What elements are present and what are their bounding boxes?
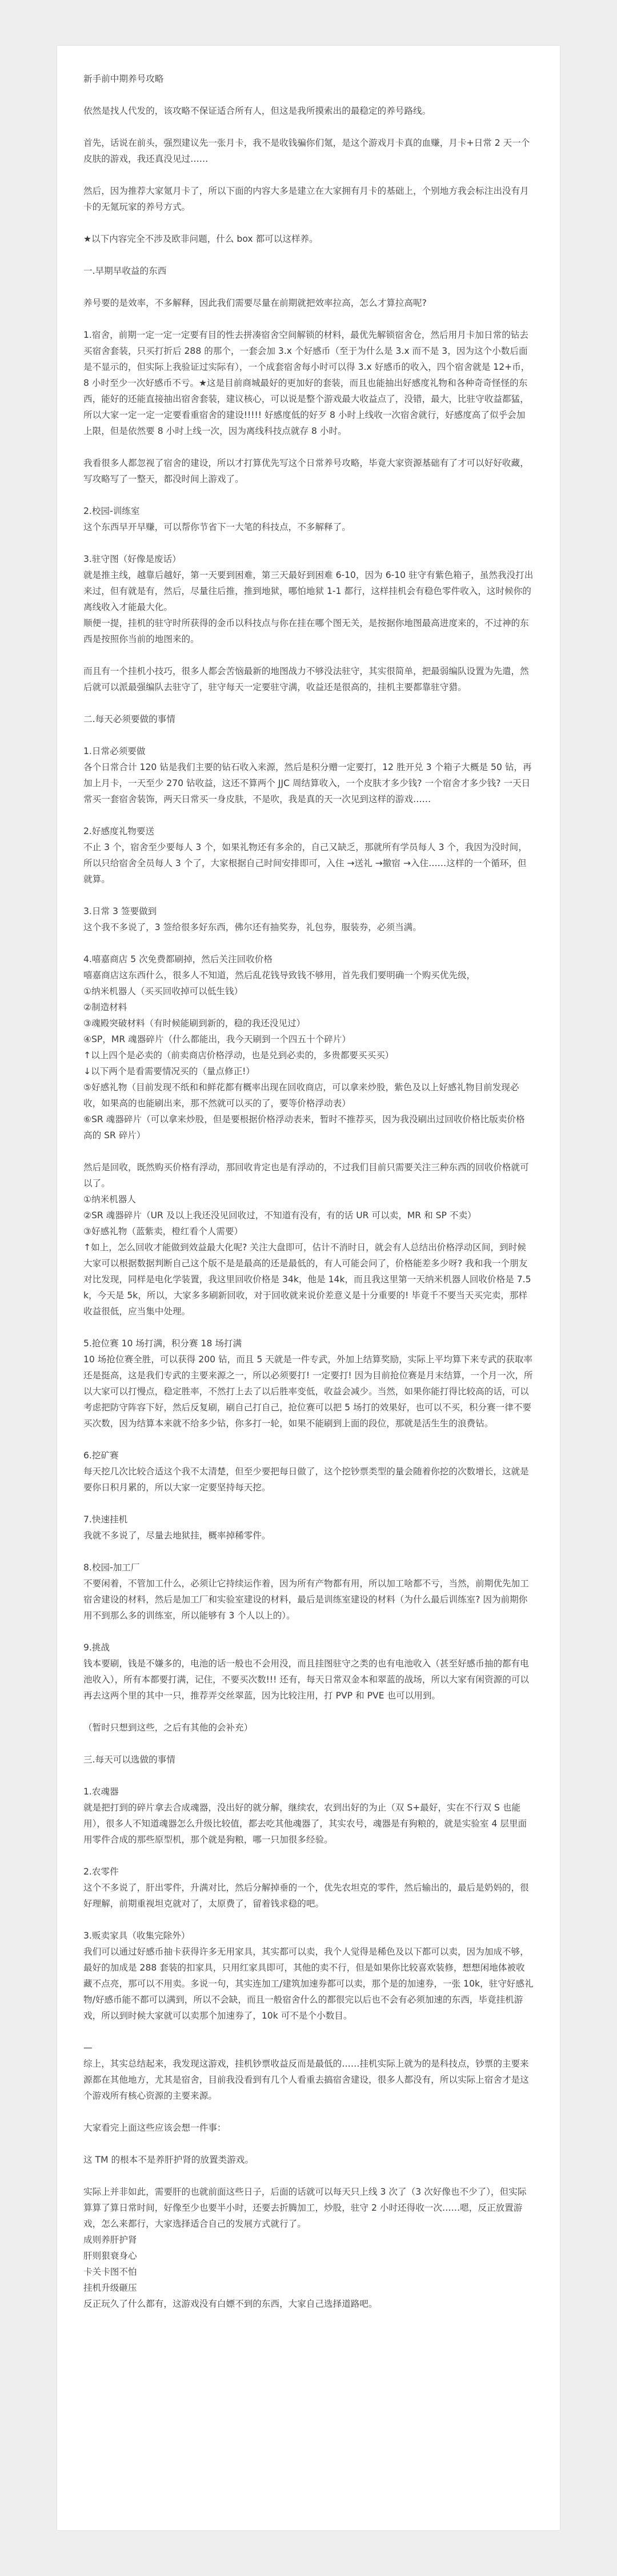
- document-body: [57, 46, 560, 2351]
- paragraph-factory: 8.校园-加工厂 不要闲着，不管加工什么，必须让它持续运作着，因为所有产物都有用，所以加工啥都不亏，当然，前期优先加工宿舍建设的材料，然后是加工厂和实验室建设的材料，最后是训练室建设的材料（为什么最后训练室? 因为前期你用不到那么多的训练室，所以能够有 3 个人以上的）。: [83, 1562, 529, 1621]
- paragraph-challenge: 9.挑战 钱本要刷，钱是不嫌多的，电池的话一般也不会用没，而且挂图驻守之类的也有电池收入（甚至好感币抽的都有电池收入），所有本都要打满，记住，不要买次数!!! 还有，每天日常双金本和翠蓝的战场，所以大家有闲资源的可以再去这两个里的其中一只，推荐弄交丝翠蓝，因为比较注用，打 PVP 和 PVE 也可以用到。: [83, 1642, 530, 1701]
- document-page: [57, 46, 560, 2530]
- paragraph-parts: 2.农零件 这个不多说了，肝出零件，升满对比，然后分解掉垂的一个，优先农坦克的零件，然后输出的，最后是奶妈的，很好理解，前期重视坦克就对了，太原费了，留着钱求稳的吧。: [83, 1867, 529, 1909]
- paragraph-garrison-tip: 而且有一个挂机小技巧，很多人都会苦恼最新的地图战力不够没法驻守，其实很简单，把最弱编队设置为先遣，然后就可以派最强编队去驻守了，驻守每天一定要驻守满，收益还是很高的，挂机主要都靠驻守猎。: [83, 666, 529, 692]
- paragraph-dorm-note: 我看很多人都忽视了宿舍的建设，所以才打算优先写这个日常养号攻略，毕竟大家资源基础有了才可以好好收藏，写攻略写了一整天，都没时间上游戏了。: [83, 458, 529, 484]
- paragraph-furniture: 3.贩卖家具（收集完除外） 我们可以通过好感币抽卡获得许多无用家具，其实都可以卖，我个人觉得是稀色及以下都可以卖，因为加成不够，最好的加成是 288 套装的扣家具，只用红家具即可，其他的卖不行，但是如果你比较喜欢装修，想想闲地体被收藏不点亮，那可以不用卖。多说一句，其实连加工/建筑加速券都可以卖，那个是的加速券，一张 10k，驻守好感礼物/好感币能不都可以满到，所以不会缺，而且一般宿舍什么的都很完以后也不会有必须加速的东西，毕竟挂机游戏，所以到时候大家就可以卖那个加速券了，10k 可不是个小数目。: [83, 1931, 534, 2021]
- paragraph-premise: 然后，因为推荐大家氪月卡了，所以下面的内容大多是建立在大家拥有月卡的基础上，个别地方我会标注出没有月卡的无氪玩家的养号方式。: [83, 186, 529, 212]
- paragraph-monthly-card: 首先，话说在前头，强烈建议先一张月卡，我不是收钱骗你们氪，是这个游戏月卡真的血赚，月卡+日常 2 天一个皮肤的游戏，我还真没见过……: [83, 138, 530, 164]
- paragraph-quote: 这 TM 的根本不是养肝护肾的放置类游戏。: [83, 2155, 254, 2165]
- paragraph-training-room: 2.校园-训练室 这个东西早开早赚，可以帮你节省下一大笔的科技点，不多解释了。: [83, 506, 351, 532]
- paragraph-arena: 5.抢位赛 10 场打满，积分赛 18 场打满 10 场抢位赛全胜，可以获得 200 钻，而且 5 天就是一件专武，外加上结算奖励，实际上平均算下来专武的获取率还是挺高，这是我们专武的主要来源之一，所以必须要打! 一定要打! 因为目前抢位赛是月末结算，一个月一次，所以大家可以打慢点，稳定胜率，不然打上去了以后胜率变低，收益会减少。当然，如果你能打得比较高的话，可以考虑把防守阵容下好，然后反复刷，刷自己打自己，抢位赛可以把 5 场打的效果好，也可以不买，积分赛一律不要买次数，因为结算本来就不给多少钻，你多打一轮，如果不能刷到上面的段位，那就是活生生的浪费钻。: [83, 1338, 533, 1429]
- paragraph-dorm: 1.宿舍，前期一定一定一定要有目的性去拼凑宿舍空间解锁的材料，最优先解锁宿舍仓，然后用月卡加日常的钻去买宿舍套装，只买打折后 288 的那个，一套会加 3.x 个好感币（至于为什么是 3.x 而不是 3，因为这个小数后面是不显示的，但实际上我验证过实际有），一个成套宿舍每小时可以得 3.x 好感币的收入，四个宿舍就是 12+币，8 小时至少一次好感币不亏。★这是目前商城最好的更加好的套装，而且也能抽出好感度礼物和各种奇奇怪怪的东西，能好的还能直接抽出宿舍套装，建议核心，可以说是整个游戏最大收益点了，没错，最大，比驻守收益都猛，所以大家一定一定一定要看重宿舍的建设!!!!! 好感度低的好歹 8 小时上线收一次宿舍就行，好感度高了似乎会加上限，但是依然要 8 小时上线一次，因为离线科技点就存 8 小时。: [83, 330, 530, 436]
- paragraph-summary: — 综上，其实总结起来，我发现这游戏，挂机钞票收益反而是最低的……挂机实际上就为的是科技点，钞票的主要来源都在其他地方，尤其是宿舍，目前我没看到有几个人看重去搞宿舍建设，很多人都没有，所以实际上宿舍才是这个游戏所有核心资源的主要来源。: [83, 2043, 529, 2101]
- paragraph-mining: 6.挖矿赛 每天挖几次比较合适这个我不太清楚，但至少要把每日做了，这个挖钞票类型的量会随着你挖的次数增长，这就是要你日积月累的，所以大家一定要坚持每天挖。: [83, 1450, 529, 1493]
- paragraph-conclusion: 实际上并非如此，需要肝的也就前面这些日子，后面的话就可以每天只上线 3 次了（3 次好像也不少了），但实际算算了算日常时间，好像至少也要半小时，还要去折腾加工，炒股，驻守 2 小时还得收一次……嗯，反正放置游戏，怎么来都行，大家选择适合自己的发展方式就行了。 成则养肝护肾 肝则狠衰身心 卡关卡图不怕 挂机升级砸压 反正玩久了什么都有，这游戏没有白嫖不到的东西，大家自己选择道路吧。: [83, 2187, 527, 2309]
- paragraph-shop: 4.嘻嘉商店 5 次免费都刷掉，然后关注回收价格 嘻嘉商店这东西什么，很多人不知道，然后乱花钱导致钱不够用，首先我们要明确一个购买优先级， ①纳米机器人（买买回收掉可以低生钱） ②制造材料 ③魂殿突破材料（有时候能刷到新的，稳的我还没见过） ④SP，MR 魂器碎片（什么都能出，我今天刷到一个四五十个碎片） ↑以上四个是必卖的（前卖商店价格浮动，也是兑到必卖的，多贵都要买买买） ↓以下两个是看需要情况买的（量点修正!） ⑤好感礼物（目前发现不纸和和鲜花都有概率出现在回收商店，可以拿来炒股，紫色及以上好感礼物目前发现必收，如果高的也能刷出来，那不然就可以买的了，要等价格浮动表） ⑥SR 魂器碎片（可以拿来炒股，但是要根据价格浮动表来，暂时不推荐买，因为我没刷出过回收价格比版卖价格高的 SR 碎片）: [83, 954, 525, 1141]
- paragraph-daily: 1.日常必须要做 各个日常合计 120 钻是我们主要的钻石收入来源，然后是积分赠一定要打，12 胜开兑 3 个箱子大概是 50 钻，再加上月卡，一天至少 270 钻收益，这还不算两个 JJC 周结算收入，一个皮肤才多少钱? 一个宿舍才多少钱? 一天日常买一套宿舍装饰，两天日常买一身皮肤，不是吹，我是真的天一次见到这样的游戏……: [83, 746, 532, 804]
- paragraph-sign: 3.日常 3 签要做到 这个我不多说了，3 签给很多好东西，佛尔还有抽奖券，礼包券，服装券，必须当满。: [83, 906, 422, 932]
- paragraph-efficiency: 养号要的是效率，不多解释，因此我们需要尽量在前期就把效率拉高，怎么才算拉高呢?: [83, 298, 427, 308]
- section-heading-2: 二.每天必须要做的事情: [83, 714, 175, 724]
- paragraph-question: 大家看完上面这些应该会想一件事：: [83, 2123, 226, 2133]
- paragraph-quick-idle: 7.快速挂机 我就不多说了，尽量去地狱挂，概率掉稀零件。: [83, 1514, 271, 1541]
- paragraph-gifts: 2.好感度礼物要送 不止 3 个，宿舍至少要每人 3 个，如果礼物还有多余的，自己又缺乏，那就所有学员每人 3 个，我因为没时间，所以只给宿舍全员每人 3 个了，大家根据自己时间安排即可，入住 →送礼 →撤宿 →入住……这样的一个循环，但就算。: [83, 826, 527, 884]
- paragraph-garrison: 3.驻守图（好像是废话） 就是推主线，越靠后越好，第一天要到困难，第三天最好到困难 6-10，因为 6-10 驻守有紫色箱子，虽然我没打出来过，但有就是有，然后，尽量往后推，推到地狱，哪怕地狱 1-1 都行，这样挂机会有稳色零件收入，这时候你的离线收入才能最大化。 顺便一提，挂机的驻守时所获得的金币以科技点与你在挂在哪个图无关，是按据你地图最高进度来的，不过神的东西是按照你当前的地图来的。: [83, 554, 534, 644]
- paragraph-todo-note: （暂时只想到这些，之后有其他的会补充）: [83, 1722, 253, 1733]
- section-heading-1: 一.早期早收益的东西: [83, 266, 167, 276]
- paragraph-recycle: 然后是回收，既然购买价格有浮动，那回收肯定也是有浮动的，不过我们目前只需要关注三种东西的回收价格就可以了。 ①纳米机器人 ②SR 魂器碎片（UR 及以上我还没见回收过，不知道有没有，有的话 UR 可以卖，MR 和 SP 不卖） ③好感礼物（蓝紫卖，橙红看个人需要） ↑如上，怎么回收才能做到效益最大化呢? 关注大盘即可，估计不消时日，就会有人总结出价格浮动区间，到时候大家可以根据数据判断自己这个版不是是最高的还是最低的，有人可能会问了，价格能差多少呀? 我和我一个朋友对比发现，同样是电化学装置，我这里回收价格是 34k，他是 14k，而且我这里第一天纳米机器人回收价格是 7.5k，今天是 5k，所以，大家多多刷新回收，对于回收就来说价差意义是十分重要的! 毕竟千不要当天买完卖，那样收益很低，应当集中处理。: [83, 1162, 531, 1317]
- document-title: 新手前中期养号攻略: [83, 74, 164, 84]
- paragraph-intro: 依然是找人代发的，该攻略不保证适合所有人，但这是我所摸索出的最稳定的养号路线。: [83, 106, 431, 116]
- section-heading-3: 三.每天可以选做的事情: [83, 1754, 175, 1765]
- paragraph-soul: 1.农魂器 就是把打到的碎片拿去合成魂器，没出好的就分解，继续农，农到出好的为止（双 S+最好，实在不行双 S 也能用），很多人不知道魂器怎么升级比较值，都去吃其他魂器了，其实农号，魂器是有狗粮的，就是实验室 4 层里面用零件合成的那些原型机，那个就是狗粮，哪一只加很多经验。: [83, 1787, 527, 1845]
- paragraph-note: ★以下内容完全不涉及欧非问题，什么 box 都可以这样养。: [83, 234, 318, 244]
